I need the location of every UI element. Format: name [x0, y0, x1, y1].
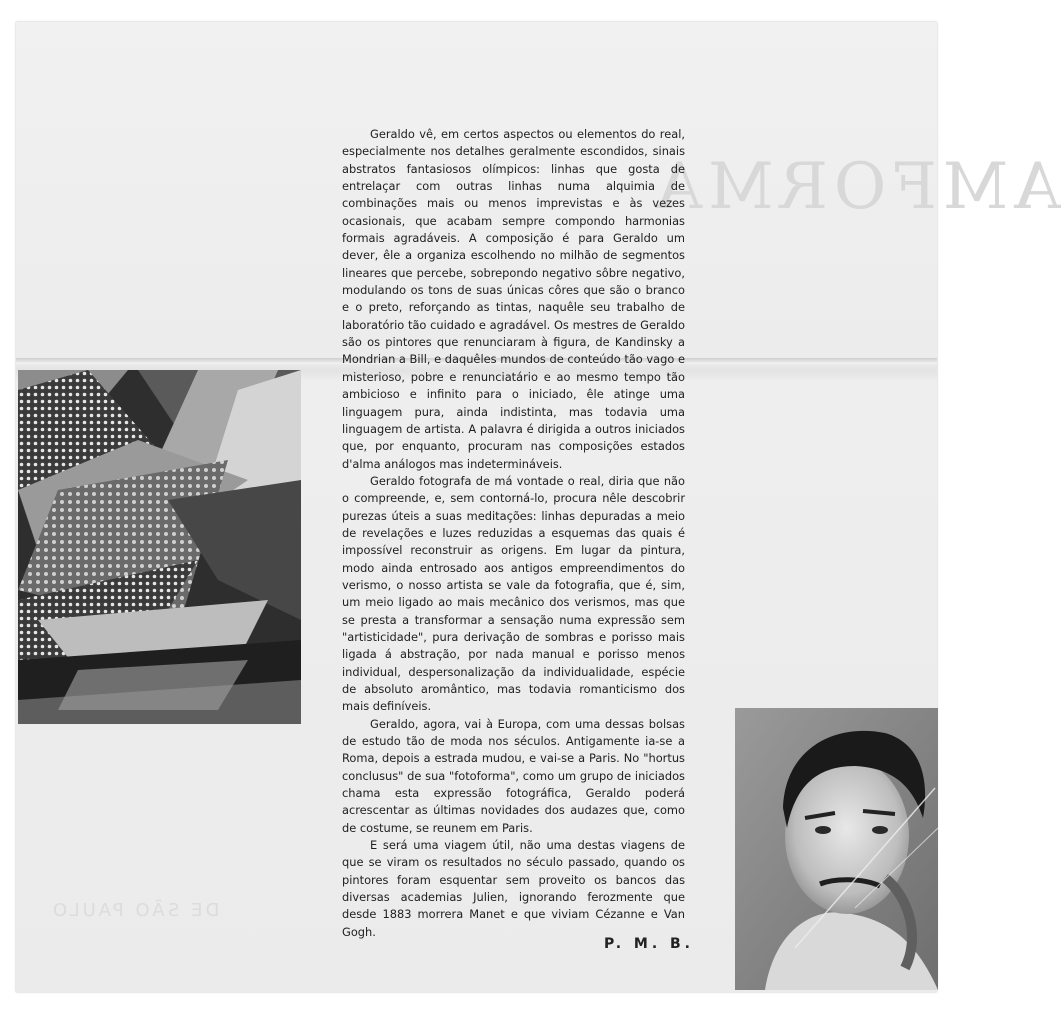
portrait-photograph	[735, 708, 938, 990]
paragraph-2: Geraldo fotografa de má vontade o real, diria que não o compreende, e, sem contorná-lo, procura nêle descobrir purezas úteis a suas meditações: linhas depuradas a meio de revelações e luzes reduzidas a esquemas das quais é impossível reconstruir as origens. Em lugar da pintura, modo ainda entrosado aos antigos empreendimentos do verismo, o nosso artista se vale da fotografia, que é, sim, um meio ligado ao mais mecânico dos verismos, mas que se presta a transformar a sensação numa expressão sem "artisticidade", pura derivação de sombras e porisso mais ligada á abstração, por nada manual e porisso menos individual, despersonalização da individualidade, espécie de absoluto aromântico, mas todavia romanticismo dos mais definíveis.	[342, 473, 685, 714]
abstract-photograph	[18, 370, 301, 724]
show-through-lettering: AMFORMA	[650, 150, 1061, 224]
paragraph-1: Geraldo vê, em certos aspectos ou elementos do real, especialmente nos detalhes geralmente escondidos, sinais abstratos fantasiosos olímpicos: linhas que gosta de entrelaçar com outras linhas numa alquimia de combinações mais ou menos imprevistas e às vezes ocasionais, que acabam sempre compondo harmonias formais agradáveis. A composição é para Geraldo um dever, êle a organiza escolhendo no milhão de segmentos lineares que percebe, sobrepondo negativo sôbre negativo, modulando os tons de suas únicas côres que são o branco e o preto, reforçando as tintas, naquêle seu trabalho de laboratório tão cuidado e agradável. Os mestres de Geraldo são os pintores que renunciaram à figura, de Kandinsky a Mondrian a Bill, e daquêles mundos de conteúdo tão vago e misterioso, pobre e renunciatário e ao mesmo tempo tão ambicioso e infinito para o iniciado, êle atinge uma linguagem pura, ainda indistinta, mas todavia uma linguagem de artista. A palavra é dirigida a outros iniciados que, por enquanto, procuram nas composições estados d'alma análogos mas indetermináveis.	[342, 127, 685, 471]
paragraph-3: Geraldo, agora, vai à Europa, com uma dessas bolsas de estudo tão de moda nos séculos. Antigamente ia-se a Roma, depois a estrada mudou, e vai-se a Paris. No "hortus conclusus" de sua "fotoforma", como um grupo de iniciados chama esta expressão fotográfica, Geraldo poderá acrescentar as últimas novidades dos audazes que, como de costume, se reunem em Paris.	[342, 716, 685, 835]
show-through-lettering-lower: DE SÃO PAULO	[50, 900, 220, 921]
article-text	[342, 126, 685, 941]
signature: P. M. B.	[604, 936, 694, 952]
paragraph-4: E será uma viagem útil, não uma destas viagens de que se viram os resultados no século passado, quando os pintores foram esquentar sem proveito os bancos das diversas academias Julien, ignorando ferozmente que desde 1883 morrera Manet e que viviam Cézanne e Van Gogh.	[342, 838, 685, 939]
